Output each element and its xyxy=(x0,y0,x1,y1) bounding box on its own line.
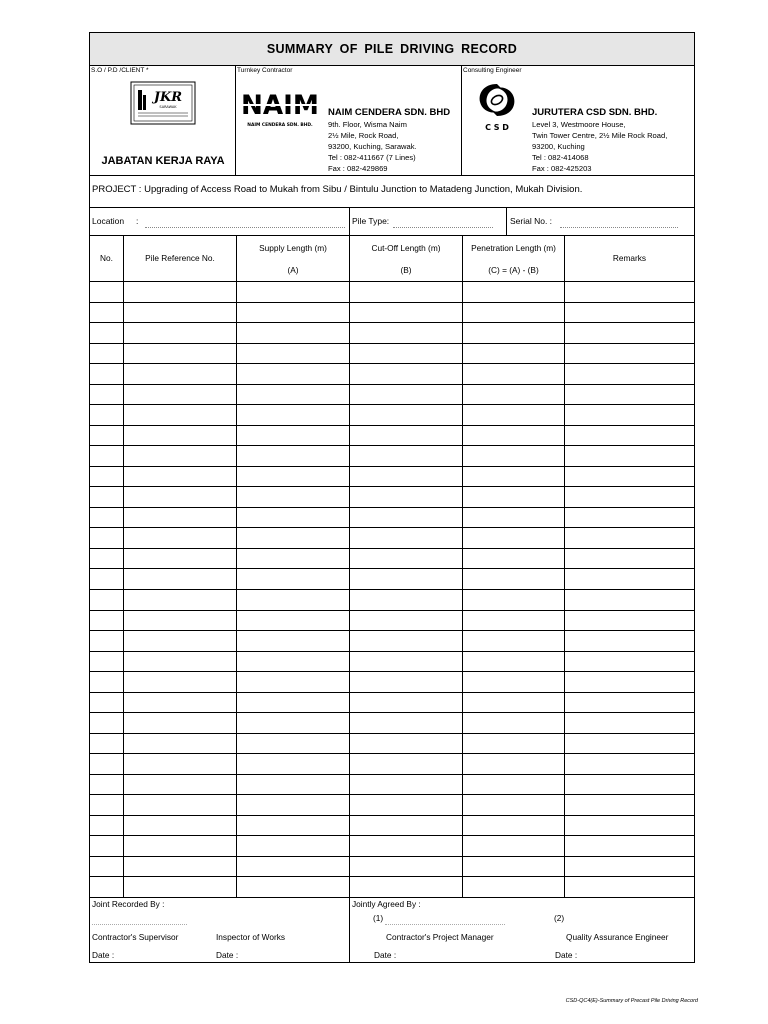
table-cell-pile-reference[interactable] xyxy=(124,795,237,816)
table-cell-penetration-length[interactable] xyxy=(463,816,565,837)
table-cell-no[interactable] xyxy=(90,569,124,590)
table-cell-supply-length[interactable] xyxy=(237,569,350,590)
qa-engineer-label: Quality Assurance Engineer xyxy=(566,932,669,942)
table-cell-remarks[interactable] xyxy=(565,508,694,529)
table-cell-cut-off-length[interactable] xyxy=(350,836,463,857)
location-field[interactable] xyxy=(145,227,345,228)
table-cell-remarks[interactable] xyxy=(565,836,694,857)
table-cell-remarks[interactable] xyxy=(565,344,694,365)
table-cell-cut-off-length[interactable] xyxy=(350,672,463,693)
table-cell-pile-reference[interactable] xyxy=(124,693,237,714)
table-cell-no[interactable] xyxy=(90,282,124,303)
table-cell-no[interactable] xyxy=(90,816,124,837)
pile-driving-record-form xyxy=(89,32,695,963)
table-cell-remarks[interactable] xyxy=(565,303,694,324)
table-cell-supply-length[interactable] xyxy=(237,857,350,878)
table-cell-cut-off-length[interactable] xyxy=(350,713,463,734)
table-cell-supply-length[interactable] xyxy=(237,611,350,632)
table-cell-no[interactable] xyxy=(90,590,124,611)
joint-recorded-by-label: Joint Recorded By : xyxy=(92,899,165,909)
table-cell-pile-reference[interactable] xyxy=(124,652,237,673)
table-cell-penetration-length[interactable] xyxy=(463,528,565,549)
table-cell-cut-off-length[interactable] xyxy=(350,631,463,652)
table-cell-supply-length[interactable] xyxy=(237,344,350,365)
table-cell-pile-reference[interactable] xyxy=(124,713,237,734)
contractor-address-line: 2½ Mile, Rock Road, xyxy=(328,131,399,140)
location-row xyxy=(90,208,694,236)
table-cell-no[interactable] xyxy=(90,303,124,324)
project-description: PROJECT : Upgrading of Access Road to Mukah from Sibu / Bintulu Junction to Matadeng Junction, Mukah Division. xyxy=(90,176,694,208)
table-cell-remarks[interactable] xyxy=(565,857,694,878)
inspector-of-works-label: Inspector of Works xyxy=(216,932,286,942)
pm-signature-line[interactable] xyxy=(385,924,505,925)
table-cell-cut-off-length[interactable] xyxy=(350,405,463,426)
contractor-fax: Fax : 082-429869 xyxy=(328,164,388,173)
table-cell-supply-length[interactable] xyxy=(237,282,350,303)
table-cell-supply-length[interactable] xyxy=(237,467,350,488)
table-cell-pile-reference[interactable] xyxy=(124,508,237,529)
table-cell-no[interactable] xyxy=(90,877,124,898)
table-cell-no[interactable] xyxy=(90,611,124,632)
table-cell-cut-off-length[interactable] xyxy=(350,857,463,878)
contractor-phone: Tel : 082-411667 (7 Lines) xyxy=(328,153,416,162)
column-header-label: Cut-Off Length (m) xyxy=(371,243,441,253)
serial-label: Serial No. : xyxy=(510,216,553,226)
table-cell-pile-reference[interactable] xyxy=(124,836,237,857)
contractor-name: NAIM CENDERA SDN. BHD xyxy=(328,107,451,118)
table-cell-cut-off-length[interactable] xyxy=(350,652,463,673)
consultant-phone: Tel : 082-414068 xyxy=(532,153,589,162)
table-cell-cut-off-length[interactable] xyxy=(350,364,463,385)
client-name: JABATAN KERJA RAYA xyxy=(101,155,225,167)
serial-field[interactable] xyxy=(560,227,678,228)
table-cell-supply-length[interactable] xyxy=(237,816,350,837)
table-cell-penetration-length[interactable] xyxy=(463,446,565,467)
divider xyxy=(349,208,350,235)
client-block xyxy=(90,66,236,176)
table-cell-penetration-length[interactable] xyxy=(463,775,565,796)
table-cell-pile-reference[interactable] xyxy=(124,303,237,324)
table-cell-no[interactable] xyxy=(90,693,124,714)
table-cell-penetration-length[interactable] xyxy=(463,405,565,426)
table-cell-remarks[interactable] xyxy=(565,323,694,344)
column-header-penetration-length xyxy=(463,236,565,282)
table-cell-no[interactable] xyxy=(90,549,124,570)
contractor-address-line: 9th. Floor, Wisma Naim xyxy=(328,120,407,129)
table-cell-no[interactable] xyxy=(90,323,124,344)
table-cell-supply-length[interactable] xyxy=(237,713,350,734)
table-cell-penetration-length[interactable] xyxy=(463,836,565,857)
table-cell-penetration-length[interactable] xyxy=(463,344,565,365)
table-cell-cut-off-length[interactable] xyxy=(350,795,463,816)
table-cell-remarks[interactable] xyxy=(565,426,694,447)
consultant-address-line: Twin Tower Centre, 2½ Mile Rock Road, xyxy=(532,131,668,140)
consultant-name: JURUTERA CSD SDN. BHD. xyxy=(532,107,658,118)
table-cell-cut-off-length[interactable] xyxy=(350,344,463,365)
table-cell-penetration-length[interactable] xyxy=(463,631,565,652)
table-cell-supply-length[interactable] xyxy=(237,405,350,426)
table-cell-supply-length[interactable] xyxy=(237,303,350,324)
naim-logo xyxy=(238,86,322,132)
table-cell-pile-reference[interactable] xyxy=(124,282,237,303)
table-cell-remarks[interactable] xyxy=(565,405,694,426)
table-cell-cut-off-length[interactable] xyxy=(350,754,463,775)
table-cell-remarks[interactable] xyxy=(565,385,694,406)
svg-text:NAIM CENDERA SDN. BHD.: NAIM CENDERA SDN. BHD. xyxy=(247,123,313,128)
table-cell-no[interactable] xyxy=(90,364,124,385)
table-cell-penetration-length[interactable] xyxy=(463,611,565,632)
table-cell-pile-reference[interactable] xyxy=(124,446,237,467)
table-cell-supply-length[interactable] xyxy=(237,754,350,775)
consultant-label: Consulting Engineer xyxy=(463,67,522,74)
table-cell-pile-reference[interactable] xyxy=(124,528,237,549)
pile-record-table xyxy=(90,236,694,898)
contractors-project-manager-label: Contractor's Project Manager xyxy=(386,932,494,942)
table-cell-supply-length[interactable] xyxy=(237,364,350,385)
table-cell-remarks[interactable] xyxy=(565,775,694,796)
contractor-address xyxy=(328,119,417,174)
svg-text:NAIM: NAIM xyxy=(241,90,319,121)
table-cell-no[interactable] xyxy=(90,672,124,693)
table-cell-no[interactable] xyxy=(90,467,124,488)
table-cell-remarks[interactable] xyxy=(565,652,694,673)
form-title: SUMMARY OF PILE DRIVING RECORD xyxy=(90,33,694,66)
table-cell-no[interactable] xyxy=(90,385,124,406)
table-cell-penetration-length[interactable] xyxy=(463,426,565,447)
table-cell-penetration-length[interactable] xyxy=(463,282,565,303)
table-cell-no[interactable] xyxy=(90,487,124,508)
table-cell-remarks[interactable] xyxy=(565,446,694,467)
column-header-cut-off-length xyxy=(350,236,463,282)
table-cell-supply-length[interactable] xyxy=(237,672,350,693)
table-cell-penetration-length[interactable] xyxy=(463,693,565,714)
table-cell-penetration-length[interactable] xyxy=(463,508,565,529)
table-cell-pile-reference[interactable] xyxy=(124,426,237,447)
table-cell-remarks[interactable] xyxy=(565,487,694,508)
table-cell-no[interactable] xyxy=(90,775,124,796)
table-cell-supply-length[interactable] xyxy=(237,446,350,467)
table-cell-remarks[interactable] xyxy=(565,734,694,755)
table-cell-remarks[interactable] xyxy=(565,816,694,837)
table-cell-cut-off-length[interactable] xyxy=(350,487,463,508)
table-cell-pile-reference[interactable] xyxy=(124,385,237,406)
table-cell-no[interactable] xyxy=(90,405,124,426)
contractor-address-line: 93200, Kuching, Sarawak. xyxy=(328,142,417,151)
table-cell-no[interactable] xyxy=(90,734,124,755)
column-header-label: Remarks xyxy=(612,253,647,263)
table-cell-penetration-length[interactable] xyxy=(463,303,565,324)
table-cell-cut-off-length[interactable] xyxy=(350,734,463,755)
table-cell-pile-reference[interactable] xyxy=(124,549,237,570)
table-cell-penetration-length[interactable] xyxy=(463,590,565,611)
table-cell-cut-off-length[interactable] xyxy=(350,549,463,570)
consultant-address xyxy=(532,119,667,174)
column-header-label: Penetration Length (m) xyxy=(471,243,556,253)
contractor-block xyxy=(236,66,462,176)
column-header-label: Pile Reference No. xyxy=(145,253,215,263)
table-cell-supply-length[interactable] xyxy=(237,323,350,344)
pile-type-field[interactable] xyxy=(393,227,493,228)
table-cell-pile-reference[interactable] xyxy=(124,487,237,508)
table-cell-penetration-length[interactable] xyxy=(463,877,565,898)
table-cell-pile-reference[interactable] xyxy=(124,734,237,755)
date-label: Date : xyxy=(555,950,578,960)
table-cell-pile-reference[interactable] xyxy=(124,631,237,652)
contractors-supervisor-label: Contractor's Supervisor xyxy=(92,932,179,942)
table-cell-penetration-length[interactable] xyxy=(463,652,565,673)
svg-text:C S D: C S D xyxy=(485,123,509,132)
column-header-pile-reference xyxy=(124,236,237,282)
table-cell-supply-length[interactable] xyxy=(237,877,350,898)
column-header-formula: (B) xyxy=(400,265,412,275)
column-header-formula: (C) = (A) - (B) xyxy=(488,265,539,275)
client-label: S.O / P.D /CLIENT * xyxy=(91,67,149,74)
table-cell-no[interactable] xyxy=(90,795,124,816)
column-header-remarks xyxy=(565,236,694,282)
signature-block xyxy=(90,898,694,962)
table-cell-penetration-length[interactable] xyxy=(463,713,565,734)
table-cell-pile-reference[interactable] xyxy=(124,364,237,385)
signatory-number-2: (2) xyxy=(554,913,565,923)
table-cell-penetration-length[interactable] xyxy=(463,795,565,816)
table-cell-pile-reference[interactable] xyxy=(124,344,237,365)
table-cell-supply-length[interactable] xyxy=(237,836,350,857)
table-cell-cut-off-length[interactable] xyxy=(350,508,463,529)
table-cell-supply-length[interactable] xyxy=(237,775,350,796)
table-cell-penetration-length[interactable] xyxy=(463,569,565,590)
table-cell-pile-reference[interactable] xyxy=(124,754,237,775)
table-cell-pile-reference[interactable] xyxy=(124,611,237,632)
table-cell-supply-length[interactable] xyxy=(237,590,350,611)
table-cell-remarks[interactable] xyxy=(565,754,694,775)
table-cell-supply-length[interactable] xyxy=(237,528,350,549)
table-cell-pile-reference[interactable] xyxy=(124,775,237,796)
table-cell-no[interactable] xyxy=(90,426,124,447)
table-cell-remarks[interactable] xyxy=(565,877,694,898)
table-cell-penetration-length[interactable] xyxy=(463,754,565,775)
table-cell-pile-reference[interactable] xyxy=(124,877,237,898)
table-cell-cut-off-length[interactable] xyxy=(350,528,463,549)
table-cell-remarks[interactable] xyxy=(565,282,694,303)
divider xyxy=(349,898,350,962)
table-cell-no[interactable] xyxy=(90,857,124,878)
table-cell-remarks[interactable] xyxy=(565,569,694,590)
signatory-number-1: (1) xyxy=(373,913,384,923)
jkr-logo xyxy=(130,81,196,125)
table-cell-penetration-length[interactable] xyxy=(463,364,565,385)
consultant-address-line: 93200, Kuching xyxy=(532,142,585,151)
table-cell-no[interactable] xyxy=(90,713,124,734)
table-cell-pile-reference[interactable] xyxy=(124,569,237,590)
table-cell-no[interactable] xyxy=(90,528,124,549)
table-cell-pile-reference[interactable] xyxy=(124,467,237,488)
consultant-address-line: Level 3, Westmoore House, xyxy=(532,120,626,129)
table-cell-remarks[interactable] xyxy=(565,795,694,816)
jointly-agreed-by-label: Jointly Agreed By : xyxy=(352,899,421,909)
table-cell-cut-off-length[interactable] xyxy=(350,611,463,632)
csd-logo xyxy=(472,74,522,132)
table-cell-supply-length[interactable] xyxy=(237,734,350,755)
supervisor-signature-line[interactable] xyxy=(92,924,187,925)
table-cell-remarks[interactable] xyxy=(565,590,694,611)
table-cell-penetration-length[interactable] xyxy=(463,734,565,755)
table-cell-remarks[interactable] xyxy=(565,611,694,632)
table-cell-pile-reference[interactable] xyxy=(124,857,237,878)
date-label: Date : xyxy=(92,950,115,960)
table-cell-penetration-length[interactable] xyxy=(463,487,565,508)
consultant-block xyxy=(462,66,694,176)
location-label: Location xyxy=(92,216,125,226)
table-cell-cut-off-length[interactable] xyxy=(350,775,463,796)
table-cell-supply-length[interactable] xyxy=(237,385,350,406)
table-cell-pile-reference[interactable] xyxy=(124,323,237,344)
table-cell-supply-length[interactable] xyxy=(237,795,350,816)
table-cell-supply-length[interactable] xyxy=(237,549,350,570)
table-cell-remarks[interactable] xyxy=(565,672,694,693)
table-cell-remarks[interactable] xyxy=(565,631,694,652)
table-cell-no[interactable] xyxy=(90,652,124,673)
table-cell-remarks[interactable] xyxy=(565,693,694,714)
table-cell-supply-length[interactable] xyxy=(237,652,350,673)
table-cell-no[interactable] xyxy=(90,508,124,529)
table-cell-supply-length[interactable] xyxy=(237,508,350,529)
table-cell-remarks[interactable] xyxy=(565,713,694,734)
table-cell-remarks[interactable] xyxy=(565,528,694,549)
contractor-label: Turnkey Contractor xyxy=(237,67,293,74)
table-cell-penetration-length[interactable] xyxy=(463,323,565,344)
divider xyxy=(506,208,507,235)
table-cell-cut-off-length[interactable] xyxy=(350,590,463,611)
table-cell-no[interactable] xyxy=(90,631,124,652)
table-cell-penetration-length[interactable] xyxy=(463,467,565,488)
table-cell-cut-off-length[interactable] xyxy=(350,693,463,714)
table-cell-cut-off-length[interactable] xyxy=(350,323,463,344)
column-header-no xyxy=(90,236,124,282)
column-header-label: Supply Length (m) xyxy=(259,243,327,253)
table-cell-no[interactable] xyxy=(90,344,124,365)
table-cell-supply-length[interactable] xyxy=(237,693,350,714)
table-cell-cut-off-length[interactable] xyxy=(350,385,463,406)
table-cell-no[interactable] xyxy=(90,754,124,775)
table-cell-penetration-length[interactable] xyxy=(463,857,565,878)
table-cell-no[interactable] xyxy=(90,446,124,467)
form-code-footer: CSD-QC4(E)-Summary of Precast Pile Driving Record xyxy=(565,998,698,1004)
pile-type-label: Pile Type: xyxy=(352,216,390,226)
location-colon: : xyxy=(136,216,139,226)
table-cell-cut-off-length[interactable] xyxy=(350,282,463,303)
table-cell-pile-reference[interactable] xyxy=(124,816,237,837)
table-cell-cut-off-length[interactable] xyxy=(350,877,463,898)
column-header-supply-length xyxy=(237,236,350,282)
table-cell-pile-reference[interactable] xyxy=(124,590,237,611)
date-label: Date : xyxy=(374,950,397,960)
table-cell-supply-length[interactable] xyxy=(237,487,350,508)
svg-text:JKR: JKR xyxy=(153,90,183,105)
column-header-formula: (A) xyxy=(287,265,299,275)
table-cell-remarks[interactable] xyxy=(565,549,694,570)
table-cell-cut-off-length[interactable] xyxy=(350,816,463,837)
table-cell-pile-reference[interactable] xyxy=(124,405,237,426)
table-cell-cut-off-length[interactable] xyxy=(350,446,463,467)
table-cell-cut-off-length[interactable] xyxy=(350,303,463,324)
table-cell-supply-length[interactable] xyxy=(237,426,350,447)
table-cell-cut-off-length[interactable] xyxy=(350,467,463,488)
table-cell-penetration-length[interactable] xyxy=(463,385,565,406)
table-cell-cut-off-length[interactable] xyxy=(350,569,463,590)
table-cell-pile-reference[interactable] xyxy=(124,672,237,693)
table-cell-remarks[interactable] xyxy=(565,364,694,385)
svg-text:SARAWAK: SARAWAK xyxy=(159,105,177,109)
date-label: Date : xyxy=(216,950,239,960)
table-cell-penetration-length[interactable] xyxy=(463,672,565,693)
table-cell-cut-off-length[interactable] xyxy=(350,426,463,447)
table-cell-remarks[interactable] xyxy=(565,467,694,488)
table-cell-no[interactable] xyxy=(90,836,124,857)
table-cell-supply-length[interactable] xyxy=(237,631,350,652)
table-cell-penetration-length[interactable] xyxy=(463,549,565,570)
consultant-fax: Fax : 082-425203 xyxy=(532,164,592,173)
column-header-label: No. xyxy=(100,253,113,263)
